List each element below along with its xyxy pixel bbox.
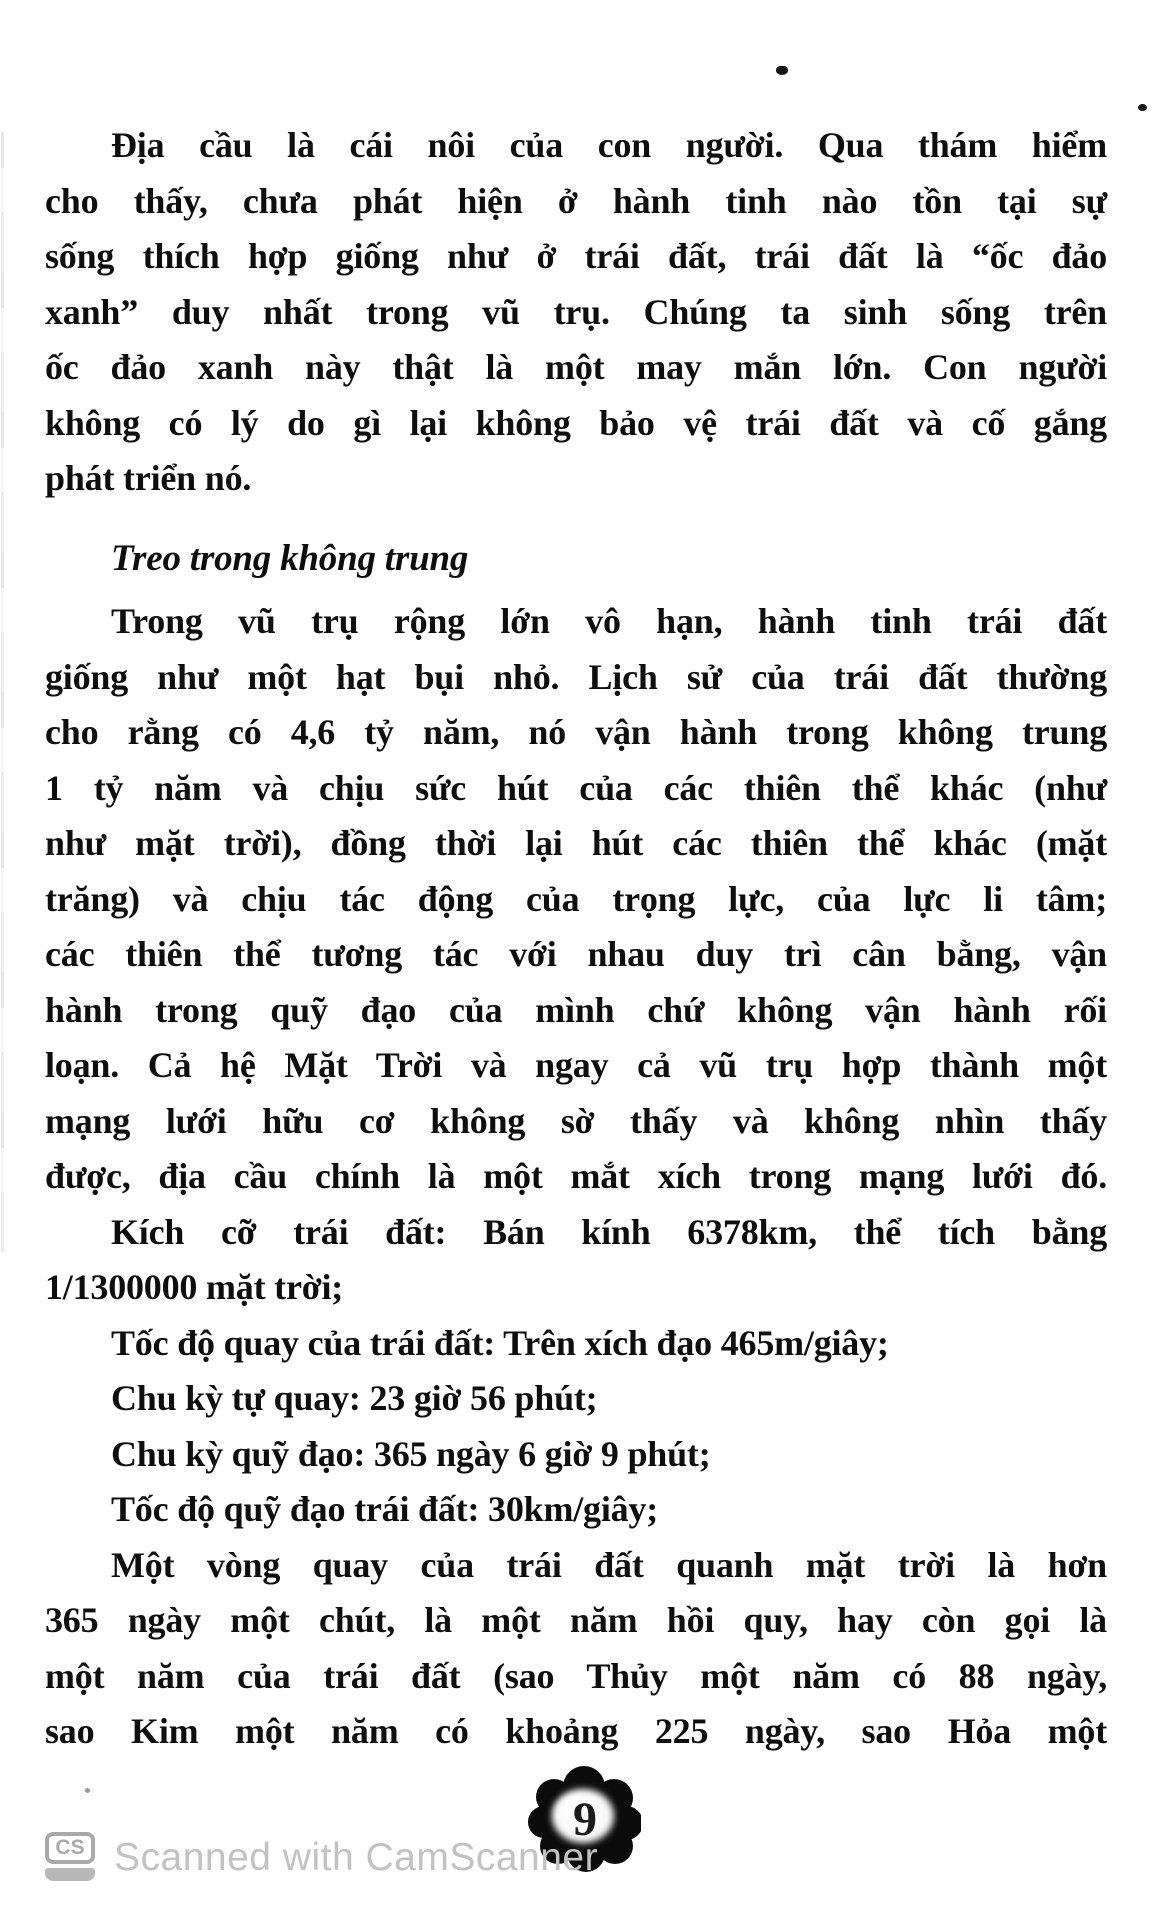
scan-edge-artifact <box>1 132 4 1252</box>
cs-logo-base <box>45 1868 95 1881</box>
scan-speck <box>776 66 788 75</box>
page-number: 9 <box>573 1793 597 1846</box>
text-line: các thiên thể tương tác với nhau duy trì cân bằng, vận <box>45 934 1107 974</box>
text-line: được, địa cầu chính là một mắt xích trong mạng lưới đó. <box>45 1156 1107 1196</box>
text-line: 1/1300000 mặt trời; <box>45 1267 344 1307</box>
watermark-text: Scanned with CamScanner <box>114 1836 599 1879</box>
text-line: sao Kim một năm có khoảng 225 ngày, sao Hỏa một <box>45 1711 1107 1751</box>
text-line: Tốc độ quỹ đạo trái đất: 30km/giây; <box>111 1489 659 1529</box>
camscanner-logo-icon <box>45 1832 97 1881</box>
text-line: cho thấy, chưa phát hiện ở hành tinh nào tồn tại sự <box>45 180 1107 221</box>
cs-logo-text: CS <box>55 1836 85 1859</box>
text-line: một năm của trái đất (sao Thủy một năm có 88 ngày, <box>45 1655 1107 1696</box>
text-line: Chu kỳ quỹ đạo: 365 ngày 6 giờ 9 phút; <box>111 1433 711 1474</box>
text-line: Tốc độ quay của trái đất: Trên xích đạo 465m/giây; <box>111 1322 889 1363</box>
text-line: Chu kỳ tự quay: 23 giờ 56 phút; <box>111 1378 598 1418</box>
cs-logo-box <box>45 1832 95 1864</box>
text-line: như mặt trời), đồng thời lại hút các thiên thể khác (mặt <box>45 823 1107 863</box>
text-line: Trong vũ trụ rộng lớn vô hạn, hành tinh trái đất <box>111 601 1107 641</box>
text-line: Địa cầu là cái nôi của con người. Qua thám hiểm <box>111 125 1107 165</box>
text-line: giống như một hạt bụi nhỏ. Lịch sử của trái đất thường <box>45 656 1107 697</box>
text-line: 365 ngày một chút, là một năm hồi quy, hay còn gọi là <box>45 1600 1107 1640</box>
text-line: trăng) và chịu tác động của trọng lực, của lực li tâm; <box>45 878 1107 919</box>
text-line: không có lý do gì lại không bảo vệ trái đất và cố gắng <box>45 402 1107 443</box>
text-line: cho rằng có 4,6 tỷ năm, nó vận hành trong không trung <box>45 712 1107 752</box>
section-heading: Treo trong không trung <box>111 537 469 579</box>
scan-speck <box>1138 104 1147 111</box>
body-text <box>45 118 1107 1760</box>
text-line: 1 tỷ năm và chịu sức hút của các thiên thể khác (như <box>45 767 1107 808</box>
scan-speck <box>85 1788 90 1793</box>
text-line: Kích cỡ trái đất: Bán kính 6378km, thể tích bằng <box>111 1211 1107 1252</box>
text-line: xanh” duy nhất trong vũ trụ. Chúng ta sinh sống trên <box>45 291 1107 332</box>
text-line: hành trong quỹ đạo của mình chứ không vận hành rối <box>45 989 1107 1030</box>
text-line: sống thích hợp giống như ở trái đất, trái đất là “ốc đảo <box>45 236 1107 276</box>
text-line: mạng lưới hữu cơ không sờ thấy và không nhìn thấy <box>45 1100 1107 1141</box>
text-line: Một vòng quay của trái đất quanh mặt trời là hơn <box>111 1544 1107 1585</box>
text-line: phát triển nó. <box>45 458 252 498</box>
text-line: loạn. Cả hệ Mặt Trời và ngay cả vũ trụ hợp thành một <box>45 1045 1107 1085</box>
text-line: ốc đảo xanh này thật là một may mắn lớn. Con người <box>45 347 1107 387</box>
